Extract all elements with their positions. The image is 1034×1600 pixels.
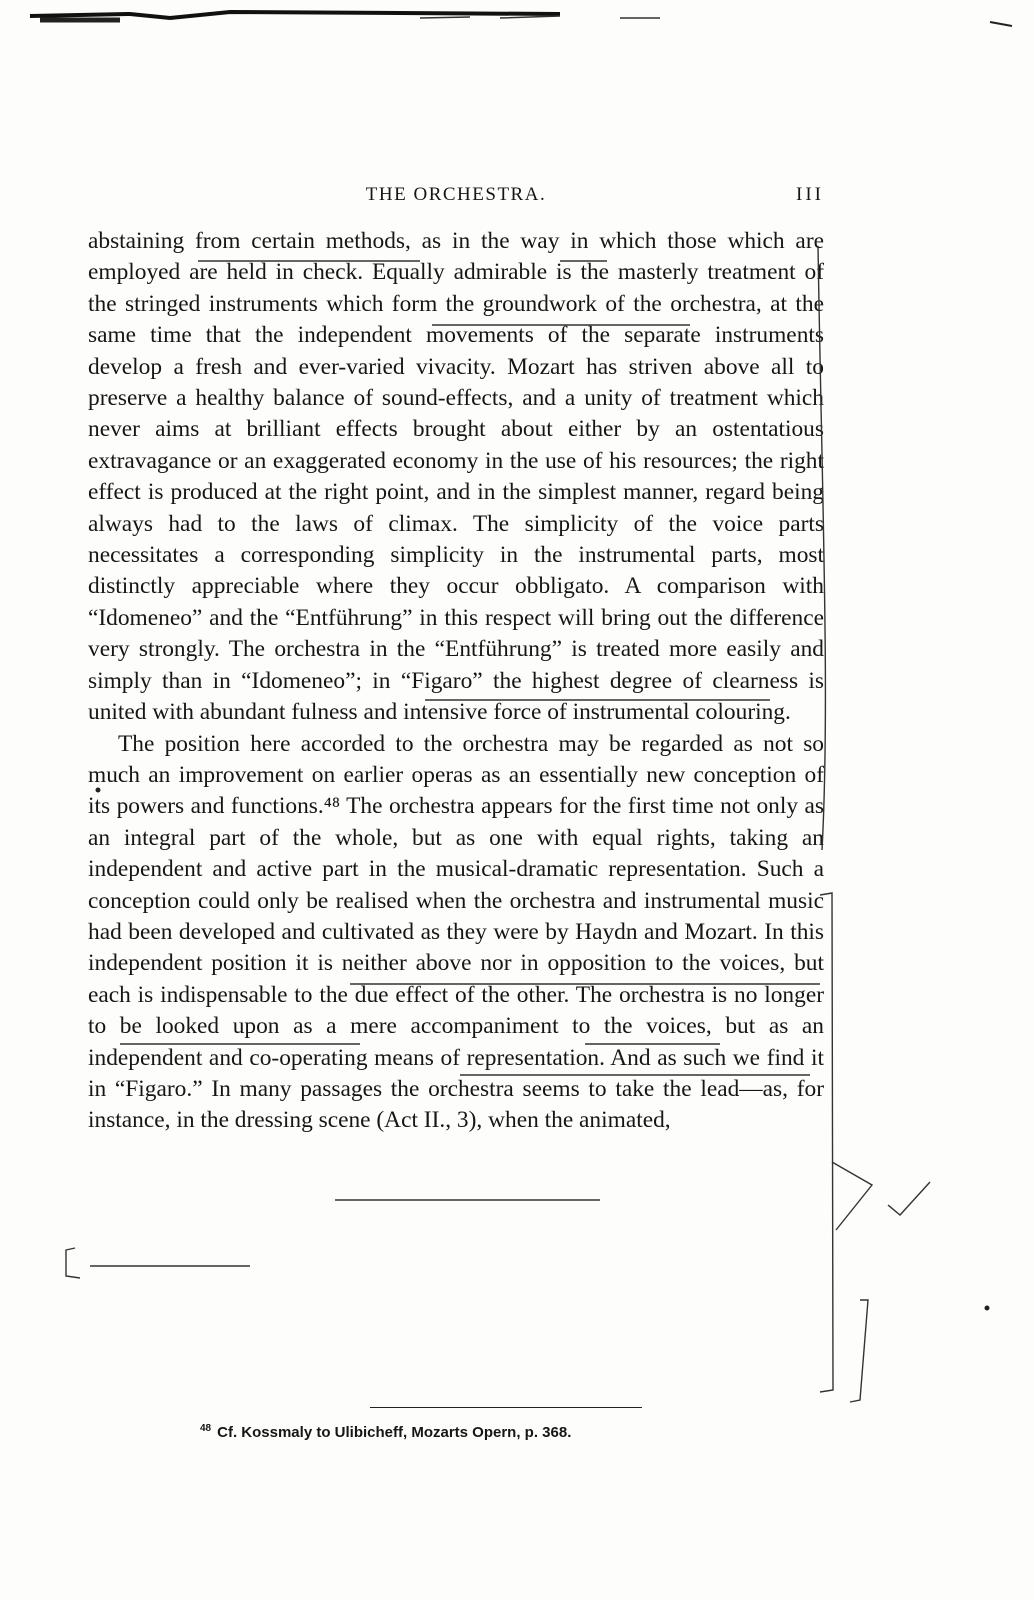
footnote-marker: 48: [200, 1423, 212, 1434]
running-title: THE ORCHESTRA.: [365, 184, 547, 205]
stray-dot-2: [985, 1306, 990, 1311]
footnote-text: Cf. Kossmaly to Ulibicheff, Mozarts Opern, p. 368.: [217, 1424, 572, 1441]
page-number: III: [796, 184, 824, 205]
scan-edge-smudge: [0, 8, 1034, 38]
running-head: [88, 184, 824, 210]
tick-mark: [888, 1182, 930, 1215]
footnote: [200, 1423, 800, 1441]
bracket-far-right: [850, 1300, 868, 1402]
bracket-left: [66, 1248, 80, 1278]
body-text: [88, 226, 824, 1137]
chevron-mark: [832, 1162, 872, 1230]
paragraph-2: The position here accorded to the orchestra may be regarded as not so much an improvement on earlier operas as an essentially new conception of its powers and functions.⁴⁸ The orchestra appears for the first time not only as an integral part of the whole, but as one with equal rights, taking an independent and active part in the musical-dramatic representation. Such a conception could only be realised when the orchestra and instrumental music had been developed and cultivated as they were by Haydn and Mozart. In this independent position it is neither above nor in opposition to the voices, but each is indispensable to the due effect of the other. The orchestra is no longer to be looked upon as a mere accompaniment to the voices, but as an independent and co-operating means of representation. And as such we find it in “Figaro.” In many passages the orchestra seems to take the lead—as, for instance, in the dressing scene (Act II., 3), when the animated,: [88, 730, 824, 1134]
footnote-divider: [370, 1407, 642, 1408]
paragraph-1: abstaining from certain methods, as in the way in which those which are employed are held in check. Equally admirable is the masterly treatment of the stringed instruments which form the groundwork of the orchestra, at the same time that the independent movements of the separate instruments develop a fresh and ever-varied vivacity. Mozart has striven above all to preserve a healthy balance of sound-effects, and a unity of treatment which never aims at brilliant effects brought about either by an ostentatious extravagance or an exaggerated economy in the use of his resources; the right effect is produced at the right point, and in the simplest manner, regard being always had to the laws of climax. The simplicity of the voice parts necessitates a corresponding simplicity in the instrumental parts, most distinctly appreciable where they occur obbligato. A comparison with “Idomeneo” and the “Entführung” in this respect will bring out the difference very strongly. The orchestra in the “Entführung” is treated more easily and simply than in “Idomeneo”; in “Figaro” the highest degree of clearness is united with abundant fulness and intensive force of instrumental colouring.: [88, 228, 824, 726]
